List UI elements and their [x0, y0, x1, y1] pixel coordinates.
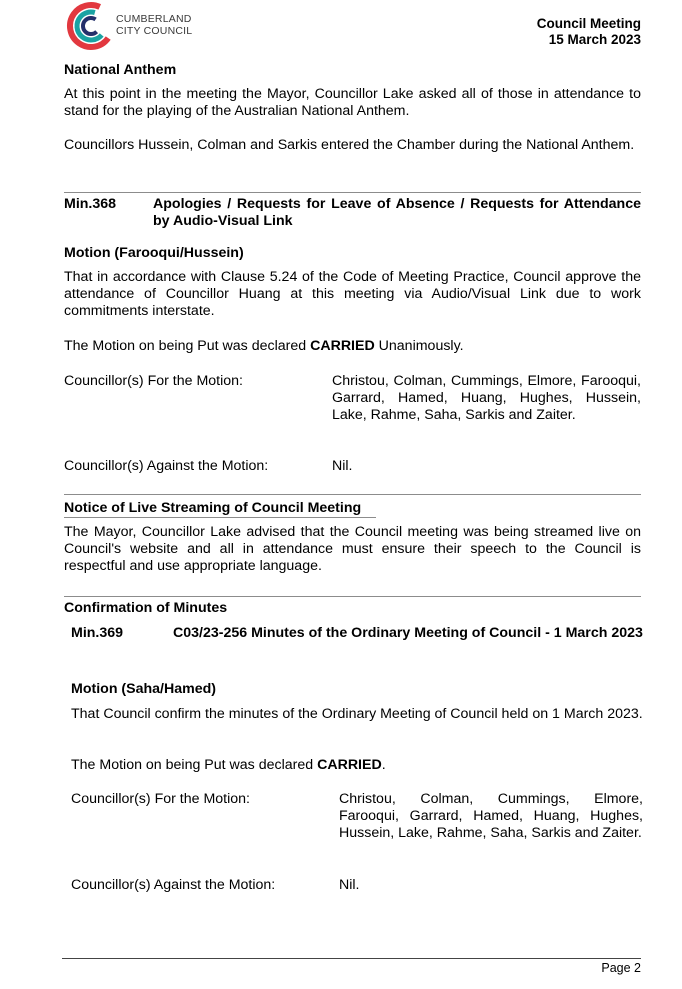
for-label: Councillor(s) For the Motion:: [71, 791, 250, 807]
anthem-paragraph-1: At this point in the meeting the Mayor, Councillor Lake asked all of those in attendance to stand for the playing of the Australian National Anthem.: [64, 86, 641, 119]
page-number: Page 2: [601, 961, 641, 975]
against-names: Nil.: [339, 877, 360, 893]
meeting-date: 15 March 2023: [548, 32, 641, 47]
result-word: CARRIED: [317, 757, 382, 773]
result-prefix: The Motion on being Put was declared: [64, 338, 311, 354]
motion-text: That in accordance with Clause 5.24 of the Code of Meeting Practice, Council approve the attendance of Councillor Huang at this meeting via Audio/Visual Link due to work commitments interstate.: [64, 269, 641, 319]
section-divider: [64, 494, 641, 495]
against-label: Councillor(s) Against the Motion:: [71, 877, 276, 893]
logo-wordmark: [116, 13, 192, 37]
logo-line1: CUMBERLAND: [116, 13, 192, 25]
meeting-name: Council Meeting: [536, 16, 641, 31]
minutes-heading: Confirmation of Minutes: [64, 600, 228, 616]
logo-line2: CITY COUNCIL: [116, 25, 193, 37]
anthem-paragraph-2: Councillors Hussein, Colman and Sarkis entered the Chamber during the National Anthem.: [64, 137, 635, 153]
anthem-heading: National Anthem: [64, 62, 177, 78]
minute-number: Min.369: [71, 625, 124, 641]
header-meeting-info: [537, 16, 641, 48]
result-word: CARRIED: [310, 338, 375, 354]
heading-underline: [64, 517, 376, 518]
against-label: Councillor(s) Against the Motion:: [64, 458, 269, 474]
motion-heading: Motion (Farooqui/Hussein): [64, 245, 244, 261]
motion-result: [64, 338, 464, 354]
motion-text: That Council confirm the minutes of the Ordinary Meeting of Council held on 1 March 2023.: [71, 706, 643, 722]
result-suffix: Unanimously.: [374, 338, 464, 354]
result-prefix: The Motion on being Put was declared: [71, 757, 318, 773]
minute-title: Apologies / Requests for Leave of Absence / Requests for Attendance by Audio-Visual Link: [153, 196, 641, 229]
for-names: Christou, Colman, Cummings, Elmore, Farooqui, Garrard, Hamed, Huang, Hughes, Hussein, Lake, Rahme, Saha, Sarkis and Zaiter.: [332, 373, 641, 423]
streaming-heading: Notice of Live Streaming of Council Meeting: [64, 500, 362, 516]
streaming-text: The Mayor, Councillor Lake advised that the Council meeting was being streamed live on Council's website and all in attendance must ensure their speech to the Council is respectful and use appropriate language.: [64, 524, 641, 574]
minute-title: C03/23-256 Minutes of the Ordinary Meeting of Council - 1 March 2023: [173, 625, 643, 641]
section-divider: [64, 192, 641, 193]
footer-divider: [62, 958, 641, 959]
minute-number: Min.368: [64, 196, 117, 212]
section-divider: [64, 596, 641, 597]
for-label: Councillor(s) For the Motion:: [64, 373, 243, 389]
motion-result: [71, 757, 386, 773]
result-suffix: .: [381, 757, 386, 773]
motion-heading: Motion (Saha/Hamed): [71, 681, 217, 697]
for-names: Christou, Colman, Cummings, Elmore, Farooqui, Garrard, Hamed, Huang, Hughes, Hussein, Lake, Rahme, Saha, Sarkis and Zaiter.: [339, 791, 643, 841]
against-names: Nil.: [332, 458, 353, 474]
